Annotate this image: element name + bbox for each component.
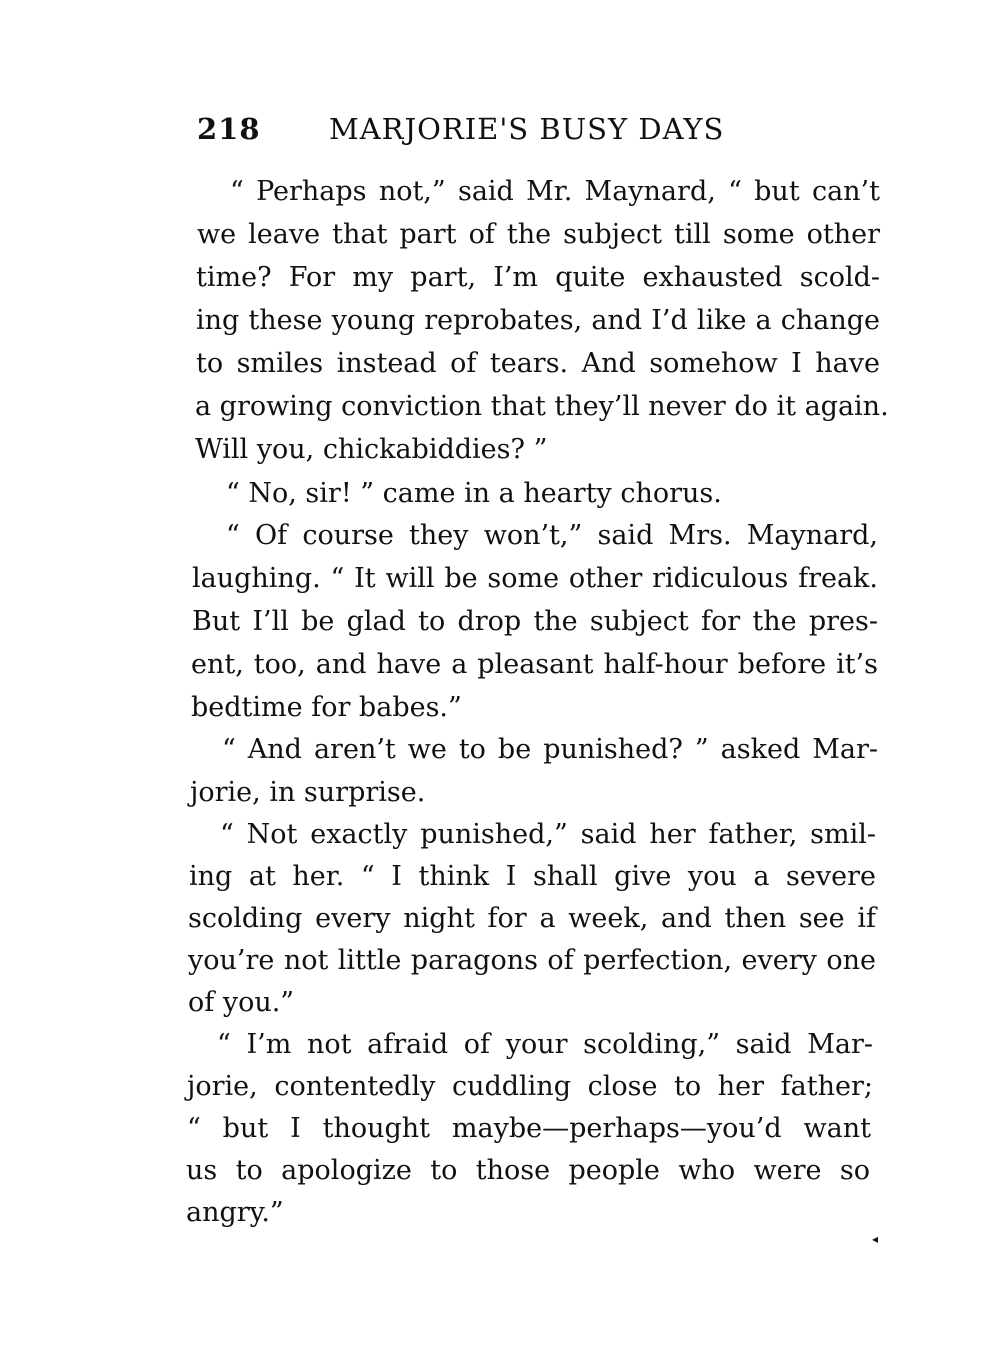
text-line: “ Not exactly punished,” said her father, smil- — [220, 819, 876, 850]
text-line: angry.” — [186, 1197, 284, 1228]
text-line: “ And aren’t we to be punished? ” asked Mar- — [222, 734, 878, 765]
text-line: scolding every night for a week, and then see if — [188, 903, 876, 934]
page-number: 218 — [197, 112, 261, 146]
text-line: bedtime for babes.” — [191, 692, 462, 723]
text-line: “ Perhaps not,” said Mr. Maynard, “ but can’t — [230, 176, 880, 207]
text-line: Will you, chickabiddies? ” — [195, 434, 548, 465]
text-line: jorie, contentedly cuddling close to her father; — [187, 1071, 873, 1102]
running-title: MARJORIE'S BUSY DAYS — [329, 112, 725, 146]
text-line: us to apologize to those people who were so — [186, 1155, 870, 1186]
text-line: laughing. “ It will be some other ridiculous freak. — [192, 563, 878, 594]
text-line: ing at her. “ I think I shall give you a severe — [189, 861, 876, 892]
text-line: time? For my part, I’m quite exhausted scold- — [196, 262, 880, 293]
text-line: we leave that part of the subject till some other — [197, 219, 880, 250]
text-line: of you.” — [188, 987, 295, 1018]
text-line: “ but I thought maybe—perhaps—you’d want — [187, 1113, 871, 1144]
text-line: “ Of course they won’t,” said Mrs. Maynard, — [226, 520, 878, 551]
text-line: you’re not little paragons of perfection, every one — [188, 945, 876, 976]
ink-speck: ◂ — [872, 1232, 879, 1246]
text-line: ent, too, and have a pleasant half-hour before it’s — [191, 649, 878, 680]
text-line: “ No, sir! ” came in a hearty chorus. — [226, 478, 722, 509]
text-line: “ I’m not afraid of your scolding,” said Mar- — [217, 1029, 873, 1060]
text-line: jorie, in surprise. — [190, 777, 426, 808]
text-line: ing these young reprobates, and I’d like a change — [196, 305, 880, 336]
text-line: a growing conviction that they’ll never do it again. — [195, 391, 889, 422]
text-line: to smiles instead of tears. And somehow I have — [196, 348, 880, 379]
text-line: But I’ll be glad to drop the subject for the pres- — [192, 606, 878, 637]
page-header — [197, 112, 797, 152]
